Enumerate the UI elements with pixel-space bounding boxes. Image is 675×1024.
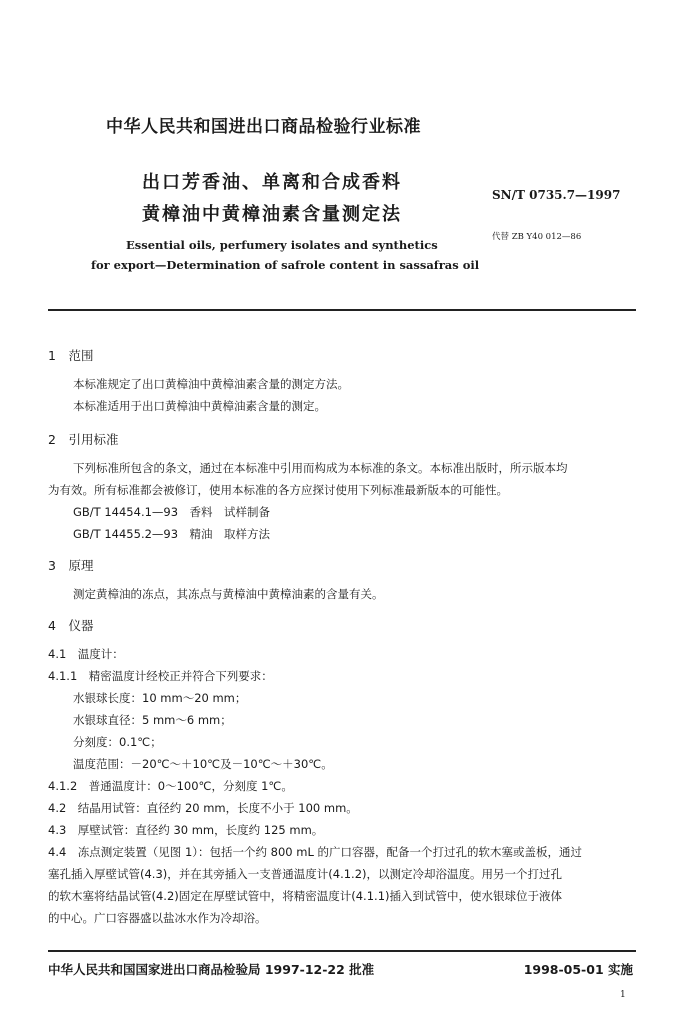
- clause-4-1: 4.1 温度计：: [48, 647, 124, 661]
- clause-4-3: 4.3 厚壁试管：直径约 30 mm，长度约 125 mm。: [48, 823, 324, 837]
- clause-4-4-line1: 4.4 冻点测定装置（见图 1）：包括一个约 800 mL 的广口容器，配备一个打过孔的软木塞或盖板，通过: [48, 845, 583, 859]
- clause-4-1-1-range: 温度范围：－20℃～＋10℃及－10℃～＋30℃。: [73, 757, 333, 771]
- replaces-standard: 代替 ZB Y40 012—86: [492, 232, 582, 242]
- page-number: 1: [620, 990, 626, 1000]
- clause-4-1-1: 4.1.1 精密温度计经校正并符合下列要求：: [48, 669, 273, 683]
- effective-date: 1998-05-01 实施: [523, 962, 633, 977]
- footer-divider: [48, 950, 636, 952]
- reference-gbt-14455: GB/T 14455.2—93 精油 取样方法: [73, 527, 271, 541]
- title-english-line1: Essential oils, perfumery isolates and synthetics: [126, 238, 438, 252]
- section-3-heading: 3 原理: [48, 558, 94, 573]
- industry-standard-line: 中华人民共和国进出口商品检验行业标准: [106, 117, 421, 137]
- approval-statement: 中华人民共和国国家进出口商品检验局 1997-12-22 批准: [48, 962, 375, 977]
- clause-4-2: 4.2 结晶用试管：直径约 20 mm，长度不小于 100 mm。: [48, 801, 358, 815]
- header-divider: [48, 309, 636, 311]
- standard-number: SN/T 0735.7—1997: [492, 188, 621, 202]
- section-2-para-line2: 为有效。所有标准都会被修订，使用本标准的各方应探讨使用下列标准最新版本的可能性。: [48, 483, 508, 497]
- section-4-heading: 4 仪器: [48, 618, 94, 633]
- title-english-line2: for export—Determination of safrole content in sassafras oil: [91, 258, 480, 272]
- clause-4-1-1-bulb-length: 水银球长度：10 mm～20 mm；: [73, 691, 247, 705]
- clause-4-4-line3: 的软木塞将结晶试管(4.2)固定在厚壁试管中，将精密温度计(4.1.1)插入到试管中，使水银球位于液体: [48, 889, 562, 903]
- clause-4-4-line2: 塞孔插入厚壁试管(4.3)，并在其旁插入一支普通温度计(4.1.2)，以测定冷却浴温度。用另一个打过孔: [48, 867, 562, 881]
- section-3-para: 测定黄樟油的冻点，其冻点与黄樟油中黄樟油素的含量有关。: [73, 587, 384, 601]
- clause-4-1-2: 4.1.2 普通温度计：0～100℃，分刻度 1℃。: [48, 779, 293, 793]
- clause-4-1-1-graduation: 分刻度：0.1℃；: [73, 735, 162, 749]
- clause-4-4-line4: 的中心。广口容器盛以盐冰水作为冷却浴。: [48, 911, 267, 925]
- section-1-heading: 1 范围: [48, 348, 94, 363]
- clause-4-1-1-bulb-diameter: 水银球直径：5 mm～6 mm；: [73, 713, 232, 727]
- section-2-heading: 2 引用标准: [48, 432, 119, 447]
- title-chinese-line2: 黄樟油中黄樟油素含量测定法: [142, 204, 402, 225]
- reference-gbt-14454: GB/T 14454.1—93 香料 试样制备: [73, 505, 271, 519]
- section-2-para-line1: 下列标准所包含的条文，通过在本标准中引用而构成为本标准的条文。本标准出版时，所示版本均: [73, 461, 568, 475]
- section-1-para-1: 本标准规定了出口黄樟油中黄樟油素含量的测定方法。: [73, 377, 349, 391]
- title-chinese-line1: 出口芳香油、单离和合成香料: [142, 172, 402, 193]
- section-1-para-2: 本标准适用于出口黄樟油中黄樟油素含量的测定。: [73, 399, 326, 413]
